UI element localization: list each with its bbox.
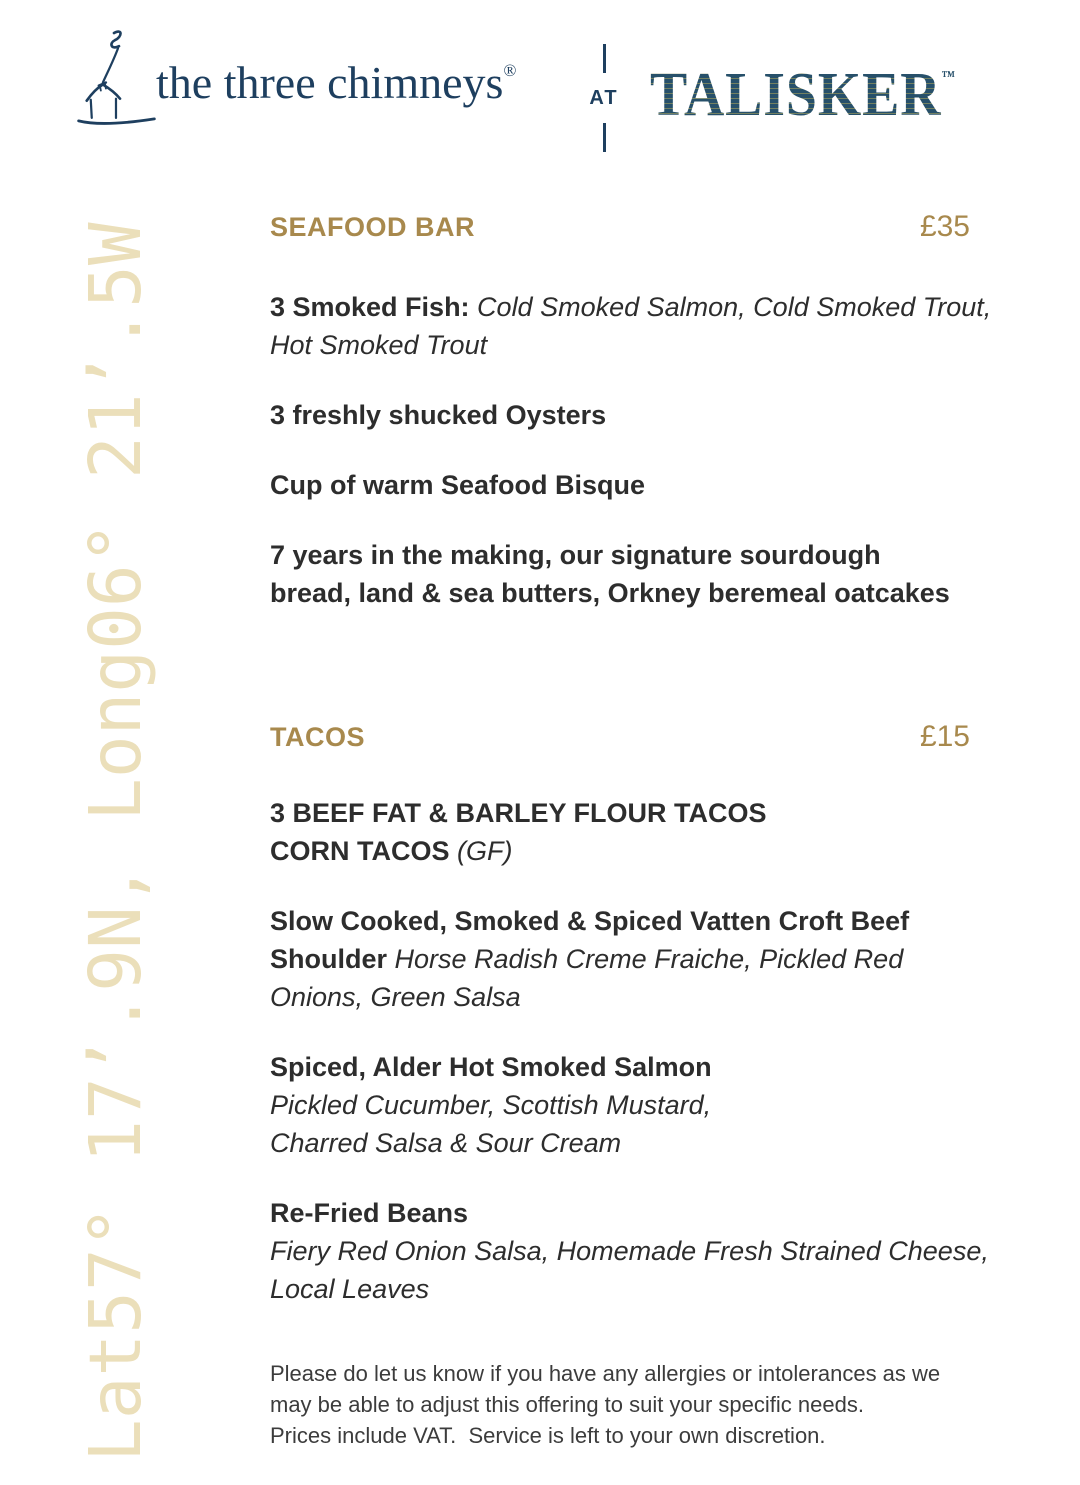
menu-item [270, 288, 992, 364]
menu-item [270, 466, 970, 504]
section-header [270, 720, 970, 754]
brand-three-chimneys-text: the three chimneys [156, 57, 504, 108]
menu-text-italic: Pickled Cucumber, Scottish Mustard, [270, 1090, 712, 1120]
menu-text-bold: 7 years in the making, our signature sourdough [270, 540, 881, 570]
menu-line [270, 574, 970, 612]
menu-line [270, 978, 970, 1016]
allergy-notice [270, 1358, 970, 1451]
brand-three-chimneys [156, 57, 517, 108]
menu-text-bold: 3 freshly shucked Oysters [270, 400, 607, 430]
menu-sections [270, 210, 992, 1340]
brand-talisker [650, 61, 955, 129]
divider-bar-bottom-icon [603, 123, 606, 152]
menu-text-italic: Fiery Red Onion Salsa, Homemade Fresh Strained Cheese, [270, 1236, 989, 1266]
coordinates-watermark: Lat57° 17’.9N, Long06° 21’.5W [74, 222, 157, 1462]
menu-text-bold: 3 BEEF FAT & BARLEY FLOUR TACOS [270, 798, 767, 828]
menu-line [270, 1086, 970, 1124]
section-price: £35 [919, 210, 970, 243]
menu-text-italic: Cold Smoked Salmon, Cold Smoked Trout, [469, 292, 992, 322]
menu-text-bold: Slow Cooked, Smoked & Spiced Vatten Croft Beef [270, 906, 910, 936]
menu-text-italic: Local Leaves [270, 1274, 430, 1304]
menu-text-italic: (GF) [449, 836, 513, 866]
allergy-notice-line: Please do let us know if you have any allergies or intolerances as we [270, 1361, 941, 1386]
brand-talisker-text: TALISKER [650, 61, 942, 129]
menu-item [270, 536, 970, 612]
trademark-mark: ™ [941, 69, 955, 85]
menu-item [270, 396, 970, 434]
menu-text-bold: Spiced, Alder Hot Smoked Salmon [270, 1052, 712, 1082]
menu-item [270, 1048, 970, 1162]
registered-mark: ® [503, 61, 517, 80]
menu-line [270, 832, 970, 870]
menu-text-italic: Horse Radish Creme Fraiche, Pickled Red [387, 944, 904, 974]
menu-text-bold: Cup of warm Seafood Bisque [270, 470, 646, 500]
menu-content [270, 210, 992, 1451]
menu-line [270, 1270, 970, 1308]
at-label: AT [589, 87, 619, 109]
menu-item [270, 902, 970, 1016]
menu-text-italic: Onions, Green Salsa [270, 982, 521, 1012]
menu-line [270, 1124, 970, 1162]
divider-bar-top-icon [603, 44, 606, 73]
menu-line [270, 466, 970, 504]
menu-text-bold: Re-Fried Beans [270, 1198, 469, 1228]
menu-line [270, 326, 970, 364]
menu-text-bold: bread, land & sea butters, Orkney beremeal oatcakes [270, 578, 950, 608]
section-price: £15 [919, 720, 970, 753]
menu-text-italic: Hot Smoked Trout [270, 330, 488, 360]
menu-item [270, 794, 970, 870]
menu-text-italic: Charred Salsa & Sour Cream [270, 1128, 622, 1158]
menu-line [270, 902, 970, 940]
menu-line [270, 396, 970, 434]
menu-line [270, 1194, 970, 1232]
menu-section [270, 720, 989, 1340]
allergy-notice-line: may be able to adjust this offering to suit your specific needs. [270, 1392, 864, 1417]
menu-text-bold: CORN TACOS [270, 836, 450, 866]
section-title: TACOS [270, 722, 365, 752]
menu-text-bold: Shoulder [270, 944, 388, 974]
section-header [270, 210, 970, 244]
menu-item [270, 1194, 989, 1308]
menu-line [270, 288, 992, 326]
three-chimneys-logo-icon [75, 27, 159, 133]
section-title: SEAFOOD BAR [270, 212, 476, 242]
menu-text-bold: 3 Smoked Fish: [270, 292, 470, 322]
menu-line [270, 940, 970, 978]
menu-line [270, 794, 970, 832]
menu-line [270, 1232, 989, 1270]
menu-line [270, 1048, 970, 1086]
menu-line [270, 536, 970, 574]
allergy-notice-line: Prices include VAT. Service is left to your own discretion. [270, 1423, 826, 1448]
at-divider [583, 44, 625, 152]
menu-section [270, 210, 992, 644]
